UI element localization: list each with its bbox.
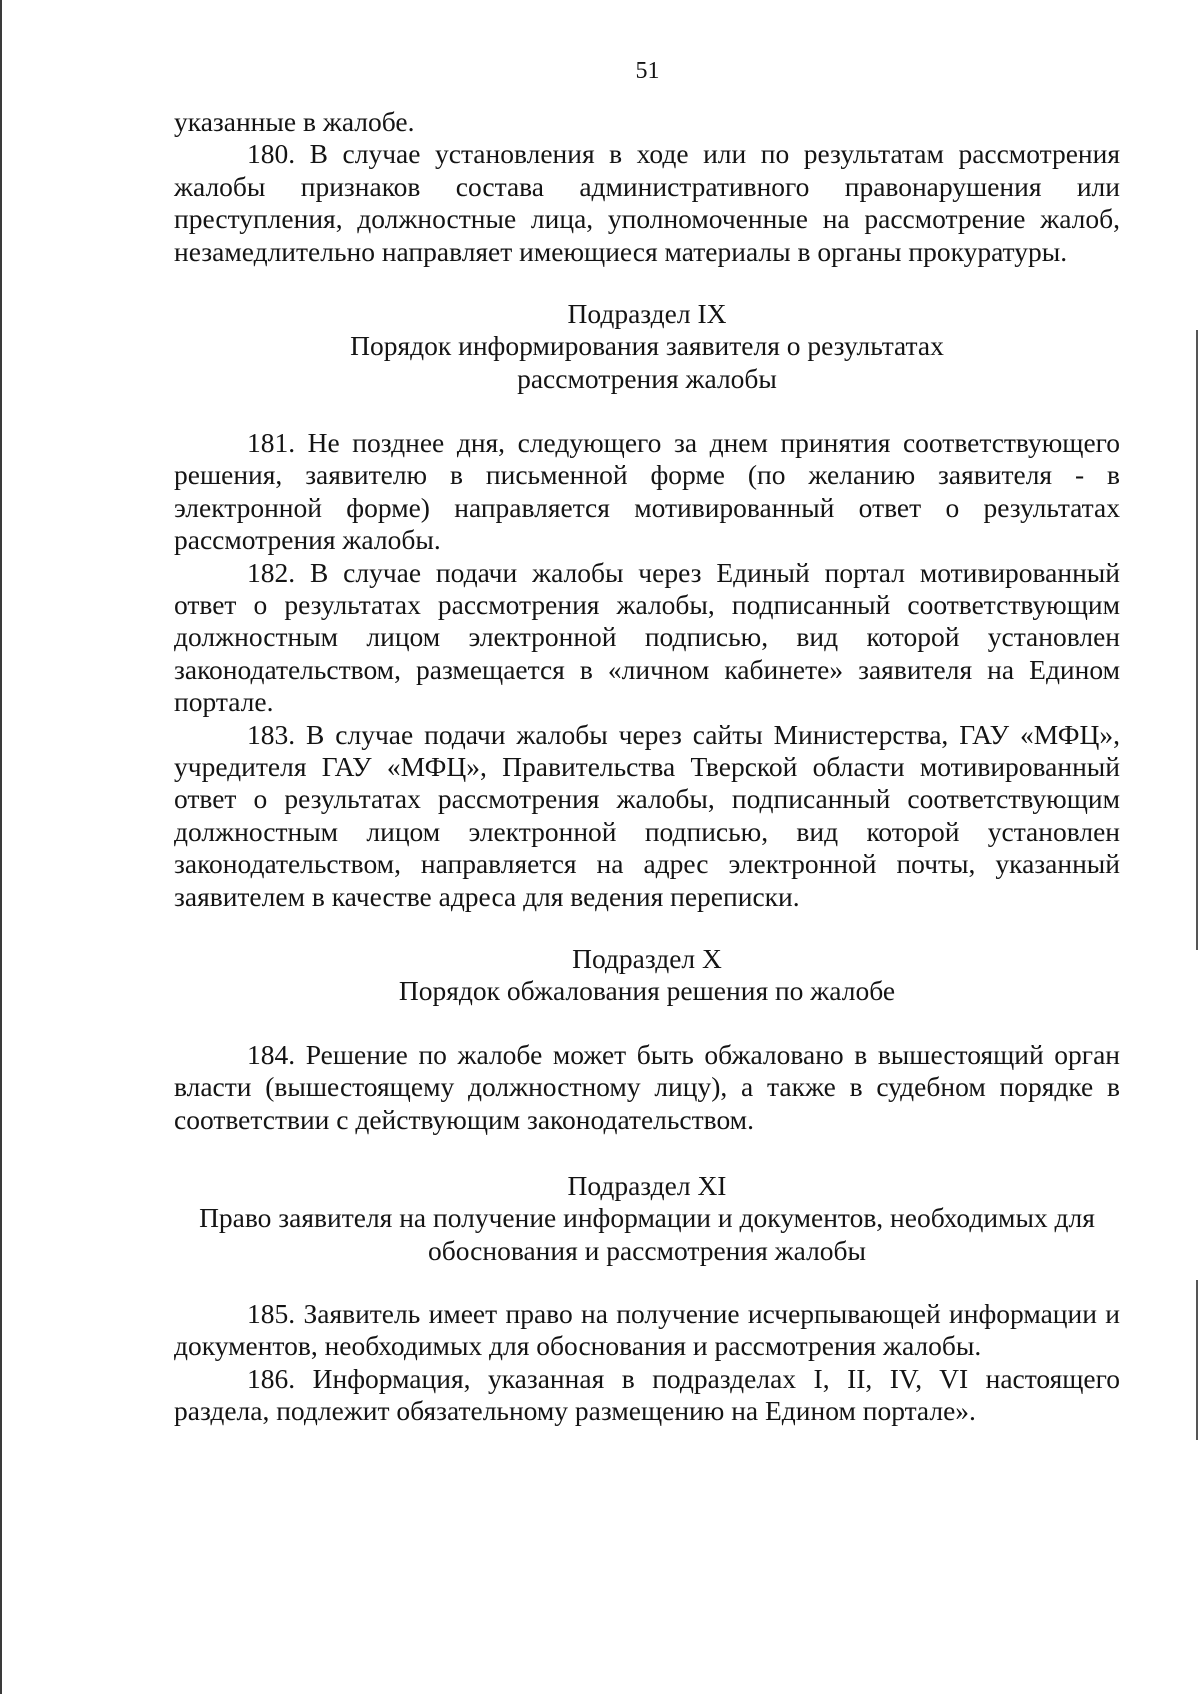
section-10-title-line-1: Порядок обжалования решения по жалобе — [398, 975, 896, 1007]
paragraph-continuation: указанные в жалобе. — [174, 106, 415, 137]
section-9-heading — [174, 298, 1120, 395]
section-11-label: Подраздел XI — [567, 1170, 727, 1201]
scan-edge-right-top — [1196, 330, 1198, 950]
scan-edge-left — [0, 0, 2, 1694]
paragraph-185: 185. Заявитель имеет право на получение исчерпывающей информации и документов, необходимых для обоснования и рассмотрения жалобы. — [174, 1298, 1120, 1362]
scan-edge-right-bottom — [1196, 1280, 1198, 1440]
paragraph-181: 181. Не позднее дня, следующего за днем принятия соответствующего решения, заявителю в письменной форме (по желанию заявителя - в электронной форме) направляется мотивированный ответ о результатах рассмотрения жалобы. — [174, 427, 1120, 556]
section-9-label: Подраздел IX — [567, 298, 727, 329]
section-11-body — [174, 1298, 1120, 1428]
section-9-title-line-2: рассмотрения жалобы — [517, 362, 777, 394]
paragraph-184: 184. Решение по жалобе может быть обжаловано в вышестоящий орган власти (вышестоящему должностному лицу), а также в судебном порядке в соответствии с действующим законодательством. — [174, 1039, 1120, 1135]
section-9-body — [174, 427, 1120, 913]
paragraph-180: 180. В случае установления в ходе или по результатам рассмотрения жалобы признаков состава административного правонарушения или преступления, должностные лица, уполномоченные на рассмотрение жалоб, незамедлительно направляет имеющиеся материалы в органы прокуратуры. — [174, 138, 1120, 267]
paragraph-186: 186. Информация, указанная в подразделах I, II, IV, VI настоящего раздела, подлежит обязательному размещению на Едином портале». — [174, 1362, 1120, 1427]
intro-block — [174, 106, 1120, 268]
section-10-label: Подраздел X — [572, 943, 722, 974]
section-11-title-line-2: обоснования и рассмотрения жалобы — [427, 1234, 867, 1266]
paragraph-183: 183. В случае подачи жалобы через сайты Министерства, ГАУ «МФЦ», учредителя ГАУ «МФЦ», Правительства Тверской области мотивированный ответ о результатах рассмотрения жалобы, подписанный соответствующим должностным лицом электронной подписью, вид которой установлен законодательством, направляется на адрес электронной почты, указанный заявителем в качестве адреса для ведения переписки. — [174, 718, 1120, 912]
paragraph-182: 182. В случае подачи жалобы через Единый портал мотивированный ответ о результатах рассмотрения жалобы, подписанный соответствующим должностным лицом электронной подписью, вид которой установлен законодательством, размещается в «личном кабинете» заявителя на Едином портале. — [174, 556, 1120, 718]
section-10-heading — [174, 943, 1120, 1008]
section-11-heading — [150, 1170, 1144, 1267]
section-9-title-line-1: Порядок информирования заявителя о результатах — [350, 330, 944, 362]
section-10-body — [174, 1039, 1120, 1136]
page-number: 51 — [635, 58, 660, 84]
section-11-title-line-1: Право заявителя на получение информации и документов, необходимых для — [199, 1202, 1095, 1234]
